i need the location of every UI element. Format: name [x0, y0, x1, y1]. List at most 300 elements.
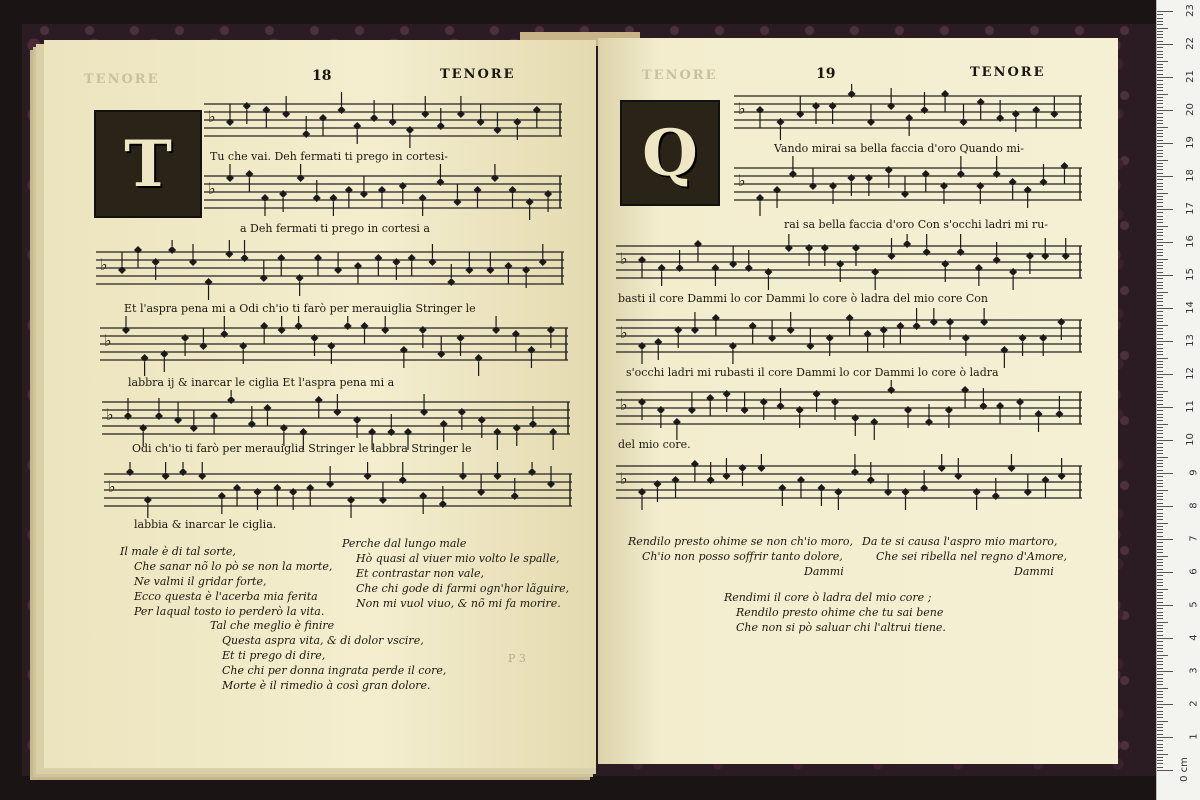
note-icon	[547, 466, 555, 488]
ruler-label: 9	[1188, 469, 1200, 476]
ruler-minor-tick	[1157, 14, 1163, 15]
note-icon	[241, 240, 249, 262]
note-icon	[160, 350, 168, 372]
left-verse-1	[120, 544, 332, 619]
note-icon	[722, 458, 730, 480]
ruler-minor-tick	[1157, 160, 1168, 161]
ruler-minor-tick	[1157, 608, 1163, 609]
ruler-minor-tick	[1157, 648, 1163, 649]
note-icon	[834, 488, 842, 510]
left-ghost-header: TENORE	[84, 72, 160, 87]
ruler-minor-tick	[1157, 34, 1163, 35]
note-icon	[205, 278, 213, 300]
verse-line: Che chi gode di farmi ogn'hor lãguire,	[356, 582, 570, 595]
ruler-minor-tick	[1157, 618, 1163, 619]
note-icon	[871, 268, 879, 290]
ruler-minor-tick	[1157, 189, 1163, 190]
note-icon	[954, 458, 962, 480]
note-icon	[457, 96, 465, 118]
ruler-minor-tick	[1157, 460, 1163, 461]
ruler-minor-tick	[1157, 21, 1163, 22]
ruler-minor-tick	[1157, 31, 1163, 32]
note-icon	[977, 98, 985, 120]
note-icon	[220, 316, 228, 338]
ruler-minor-tick	[1157, 133, 1163, 134]
ruler-minor-tick	[1157, 351, 1163, 352]
ruler-minor-tick	[1157, 674, 1163, 675]
note-icon	[979, 388, 987, 410]
note-icon	[941, 260, 949, 282]
note-icon	[996, 100, 1004, 122]
note-icon	[198, 462, 206, 480]
ruler-minor-tick	[1157, 315, 1163, 316]
note-icon	[691, 312, 699, 334]
note-icon	[447, 264, 455, 286]
ruler-tick	[1157, 440, 1173, 441]
right-staff-3	[616, 234, 1084, 294]
note-icon	[865, 174, 873, 196]
note-icon	[511, 478, 519, 500]
ruler-minor-tick	[1157, 542, 1163, 543]
note-icon	[1016, 398, 1024, 420]
verse-line: Perche dal lungo male	[342, 537, 467, 550]
note-icon	[360, 176, 368, 198]
ruler-minor-tick	[1157, 232, 1163, 233]
ruler-label: 12	[1185, 367, 1197, 380]
note-icon	[353, 122, 361, 144]
ruler-minor-tick	[1157, 397, 1163, 398]
note-icon	[836, 260, 844, 282]
ruler-label: 17	[1185, 202, 1197, 215]
ruler-minor-tick	[1157, 589, 1168, 590]
note-icon	[657, 406, 665, 428]
note-icon	[533, 106, 541, 128]
note-icon	[1041, 476, 1049, 498]
ruler-minor-tick	[1157, 186, 1163, 187]
ruler-minor-tick	[1157, 84, 1163, 85]
ruler-minor-tick	[1157, 90, 1163, 91]
clef-icon: ♭	[620, 249, 628, 268]
ruler-minor-tick	[1157, 536, 1163, 537]
note-icon	[913, 308, 921, 330]
ruler-tick	[1157, 209, 1173, 210]
note-icon	[1007, 454, 1015, 472]
note-icon	[1032, 106, 1040, 128]
ruler-minor-tick	[1157, 595, 1163, 596]
right-lyric-line-2: rai sa bella faccia d'oro Con s'occhi ladri mi ru-	[784, 218, 1048, 231]
right-page-number: 19	[816, 66, 836, 82]
note-icon	[888, 238, 896, 260]
ruler-minor-tick	[1157, 94, 1168, 95]
note-icon	[282, 96, 290, 118]
ruler-minor-tick	[1157, 285, 1163, 286]
note-icon	[711, 264, 719, 286]
note-icon	[749, 322, 757, 344]
ruler-minor-tick	[1157, 707, 1163, 708]
note-icon	[653, 480, 661, 502]
signature-mark: P 3	[508, 652, 526, 665]
ruler-minor-tick	[1157, 641, 1163, 642]
note-icon	[674, 326, 682, 348]
ruler-minor-tick	[1157, 156, 1163, 157]
note-icon	[976, 182, 984, 204]
ruler-minor-tick	[1157, 645, 1163, 646]
note-icon	[155, 398, 163, 420]
ruler-label: 3	[1188, 667, 1200, 674]
ruler-minor-tick	[1157, 582, 1163, 583]
ruler-minor-tick	[1157, 262, 1163, 263]
note-icon	[190, 410, 198, 432]
note-icon	[1026, 252, 1034, 274]
note-icon	[478, 416, 486, 438]
ruler-minor-tick	[1157, 509, 1163, 510]
ruler-minor-tick	[1157, 338, 1163, 339]
ruler-minor-tick	[1157, 410, 1163, 411]
clef-icon: ♭	[100, 255, 108, 274]
clef-icon: ♭	[620, 469, 628, 488]
ruler-tick	[1157, 176, 1173, 177]
ruler-minor-tick	[1157, 503, 1163, 504]
note-icon	[1041, 238, 1049, 260]
note-icon	[260, 322, 268, 344]
ruler-minor-tick	[1157, 480, 1163, 481]
left-voice-label: TENORE	[440, 67, 516, 82]
initial-letter: Q	[642, 115, 698, 191]
note-icon	[436, 164, 444, 186]
note-icon	[831, 398, 839, 420]
note-icon	[756, 194, 764, 216]
ruler-minor-tick	[1157, 625, 1163, 626]
note-icon	[638, 342, 646, 364]
note-icon	[453, 184, 461, 206]
ruler-minor-tick	[1157, 367, 1163, 368]
note-icon	[1024, 474, 1032, 496]
ruler-minor-tick	[1157, 265, 1163, 266]
ruler-minor-tick	[1157, 681, 1163, 682]
note-icon	[923, 234, 931, 256]
ruler-label: 8	[1188, 502, 1200, 509]
ruler-tick	[1157, 539, 1173, 540]
ruler-minor-tick	[1157, 292, 1168, 293]
ruler-minor-tick	[1157, 87, 1163, 88]
ruler-tick	[1157, 143, 1173, 144]
note-icon	[162, 462, 170, 480]
note-icon	[1039, 334, 1047, 356]
note-icon	[473, 186, 481, 208]
ruler-minor-tick	[1157, 272, 1163, 273]
ruler-minor-tick	[1157, 120, 1163, 121]
ruler-minor-tick	[1157, 457, 1168, 458]
ruler-minor-tick	[1157, 97, 1163, 98]
ruler-minor-tick	[1157, 612, 1163, 613]
note-icon	[901, 176, 909, 198]
note-icon	[885, 166, 893, 188]
verse-line: Ne valmi il gridar forte,	[134, 575, 267, 588]
ruler-minor-tick	[1157, 694, 1163, 695]
verse-line: Dammi	[804, 565, 844, 578]
ruler-minor-tick	[1157, 424, 1168, 425]
ruler-label: 19	[1185, 136, 1197, 149]
ruler-tick	[1157, 275, 1173, 276]
note-icon	[867, 104, 875, 126]
verse-line: Che sei ribella nel regno d'Amore,	[876, 550, 1068, 563]
ruler-minor-tick	[1157, 235, 1163, 236]
ruler-minor-tick	[1157, 499, 1163, 500]
ruler-minor-tick	[1157, 651, 1163, 652]
note-icon	[549, 428, 557, 450]
ruler-minor-tick	[1157, 490, 1168, 491]
note-icon	[902, 488, 910, 510]
ruler-minor-tick	[1157, 54, 1163, 55]
note-icon	[851, 414, 859, 436]
ruler-minor-tick	[1157, 325, 1168, 326]
note-icon	[980, 308, 988, 326]
note-icon	[957, 156, 965, 178]
ruler-minor-tick	[1157, 496, 1163, 497]
ruler-minor-tick	[1157, 202, 1163, 203]
note-icon	[513, 424, 521, 446]
right-staff-1	[734, 84, 1084, 144]
right-lyric-line-5: del mio core.	[618, 438, 691, 451]
ruler-minor-tick	[1157, 377, 1163, 378]
ruler-minor-tick	[1157, 483, 1163, 484]
verse-line: Che chi per donna ingrata perde il core,	[222, 664, 447, 677]
note-icon	[278, 316, 286, 334]
ruler-tick	[1157, 44, 1173, 45]
note-icon	[419, 194, 427, 216]
ruler-minor-tick	[1157, 295, 1163, 296]
right-verse-2	[862, 534, 1067, 579]
ruler-minor-tick	[1157, 282, 1163, 283]
note-icon	[938, 454, 946, 472]
ruler-minor-tick	[1157, 249, 1163, 250]
ruler-tick	[1157, 572, 1173, 573]
ruler-minor-tick	[1157, 430, 1163, 431]
note-icon	[493, 428, 501, 450]
right-staff-5	[616, 380, 1084, 440]
note-icon	[399, 182, 407, 204]
note-icon	[867, 462, 875, 484]
verse-line: Et ti prego di dire,	[222, 649, 326, 662]
ruler-minor-tick	[1157, 107, 1163, 108]
right-voice-label: TENORE	[970, 65, 1046, 80]
note-icon	[387, 414, 395, 436]
ruler-minor-tick	[1157, 216, 1163, 217]
note-icon	[757, 454, 765, 472]
ruler-minor-tick	[1157, 229, 1163, 230]
ruler-tick	[1157, 374, 1173, 375]
initial-letter: T	[124, 126, 172, 202]
ruler-minor-tick	[1157, 61, 1168, 62]
ruler-minor-tick	[1157, 757, 1163, 758]
ruler-minor-tick	[1157, 344, 1163, 345]
note-icon	[1000, 346, 1008, 368]
note-icon	[688, 392, 696, 414]
ruler-minor-tick	[1157, 381, 1163, 382]
ruler-minor-tick	[1157, 579, 1163, 580]
note-icon	[796, 96, 804, 118]
note-icon	[1024, 186, 1032, 208]
ruler-minor-tick	[1157, 414, 1163, 415]
note-icon	[374, 254, 382, 276]
note-icon	[504, 262, 512, 284]
note-icon	[930, 308, 938, 326]
note-icon	[297, 164, 305, 182]
note-icon	[806, 328, 814, 350]
note-icon	[729, 342, 737, 364]
left-lyric-line-5: Odi ch'io ti farò per merauiglia Stringer le labbra Stringer le	[132, 442, 472, 455]
ruler-minor-tick	[1157, 529, 1163, 530]
ruler-minor-tick	[1157, 556, 1168, 557]
note-icon	[347, 496, 355, 518]
note-icon	[181, 334, 189, 356]
note-icon	[260, 260, 268, 282]
note-icon	[493, 112, 501, 134]
ruler-tick	[1157, 506, 1173, 507]
note-icon	[277, 254, 285, 276]
ruler-minor-tick	[1157, 278, 1163, 279]
note-icon	[345, 186, 353, 208]
note-icon	[174, 402, 182, 424]
note-icon	[729, 246, 737, 268]
note-icon	[776, 118, 784, 140]
ruler-minor-tick	[1157, 391, 1168, 392]
clef-icon: ♭	[106, 405, 114, 424]
note-icon	[813, 390, 821, 412]
ruler-minor-tick	[1157, 744, 1163, 745]
note-icon	[486, 252, 494, 274]
ruler-minor-tick	[1157, 701, 1163, 702]
note-icon	[124, 398, 132, 420]
ruler-minor-tick	[1157, 404, 1163, 405]
clef-icon: ♭	[738, 99, 746, 118]
verse-line: Non mi vuol viuo, & nõ mi fa morire.	[356, 597, 561, 610]
note-icon	[408, 254, 416, 276]
ruler-minor-tick	[1157, 57, 1163, 58]
ruler-minor-tick	[1157, 239, 1163, 240]
note-icon	[364, 462, 372, 480]
clef-icon: ♭	[208, 107, 216, 126]
note-icon	[920, 470, 928, 492]
note-icon	[210, 412, 218, 434]
note-icon	[756, 106, 764, 128]
note-icon	[141, 354, 149, 376]
note-icon	[880, 326, 888, 348]
ruler-tick	[1157, 77, 1173, 78]
ruler-minor-tick	[1157, 420, 1163, 421]
note-icon	[738, 464, 746, 486]
note-icon	[777, 388, 785, 410]
ruler-tick	[1157, 671, 1173, 672]
ruler-label: 2	[1188, 700, 1200, 707]
note-icon	[638, 488, 646, 510]
right-staff-6	[616, 454, 1084, 514]
ruler-minor-tick	[1157, 678, 1163, 679]
note-icon	[1058, 458, 1066, 480]
note-icon	[821, 244, 829, 266]
ruler-minor-tick	[1157, 549, 1163, 550]
ruler-minor-tick	[1157, 602, 1163, 603]
ruler-tick	[1157, 473, 1173, 474]
ruler-minor-tick	[1157, 443, 1163, 444]
note-icon	[437, 336, 445, 358]
note-icon	[233, 484, 241, 506]
note-icon	[852, 244, 860, 266]
ruler-minor-tick	[1157, 328, 1163, 329]
note-icon	[315, 396, 323, 418]
ruler-minor-tick	[1157, 387, 1163, 388]
note-icon	[785, 234, 793, 252]
note-icon	[768, 320, 776, 342]
ruler-minor-tick	[1157, 453, 1163, 454]
left-staff-1	[204, 92, 564, 152]
note-icon	[996, 402, 1004, 424]
note-icon	[941, 90, 949, 112]
note-icon	[654, 338, 662, 360]
right-page	[598, 38, 1118, 764]
ruler-minor-tick	[1157, 140, 1163, 141]
verse-line: Rendilo presto ohime se non ch'io moro,	[628, 535, 854, 548]
note-icon	[134, 246, 142, 268]
note-icon	[421, 96, 429, 118]
ruler-minor-tick	[1157, 691, 1163, 692]
note-icon	[327, 342, 335, 364]
note-icon	[707, 462, 715, 484]
note-icon	[905, 114, 913, 136]
left-verse-3	[210, 618, 446, 693]
left-staff-3	[96, 240, 566, 300]
ruler-minor-tick	[1157, 493, 1163, 494]
note-icon	[539, 244, 547, 266]
ruler-minor-tick	[1157, 655, 1168, 656]
ruler-minor-tick	[1157, 526, 1163, 527]
note-icon	[122, 316, 130, 334]
note-icon	[773, 186, 781, 208]
note-icon	[459, 462, 467, 480]
ruler-minor-tick	[1157, 400, 1163, 401]
ruler-minor-tick	[1157, 298, 1163, 299]
ruler-minor-tick	[1157, 150, 1163, 151]
note-icon	[361, 322, 369, 344]
verse-line: Che sanar nõ lo pò se non la morte,	[134, 560, 333, 573]
note-icon	[457, 334, 465, 356]
ruler-minor-tick	[1157, 47, 1163, 48]
note-icon	[887, 88, 895, 110]
note-icon	[805, 244, 813, 266]
note-icon	[741, 392, 749, 414]
note-icon	[904, 406, 912, 428]
note-icon	[189, 244, 197, 266]
ruler-minor-tick	[1157, 754, 1168, 755]
ruler-label: 21	[1185, 70, 1197, 83]
ruler-minor-tick	[1157, 259, 1168, 260]
ruler-label: 5	[1188, 601, 1200, 608]
ruler-minor-tick	[1157, 486, 1163, 487]
ruler-minor-tick	[1157, 747, 1163, 748]
left-lyric-line-1: Tu che vai. Deh fermati ti prego in cortesi-	[210, 150, 448, 163]
verse-line: Ecco questa è l'acerba mia ferita	[134, 590, 318, 603]
note-icon	[1057, 318, 1065, 340]
ruler-minor-tick	[1157, 212, 1163, 213]
note-icon	[261, 194, 269, 216]
ruler-minor-tick	[1157, 661, 1163, 662]
note-icon	[787, 312, 795, 334]
ruler-label: 20	[1185, 103, 1197, 116]
note-icon	[829, 182, 837, 204]
note-icon	[334, 252, 342, 274]
ruler-minor-tick	[1157, 684, 1163, 685]
ruler-label: 4	[1188, 634, 1200, 641]
